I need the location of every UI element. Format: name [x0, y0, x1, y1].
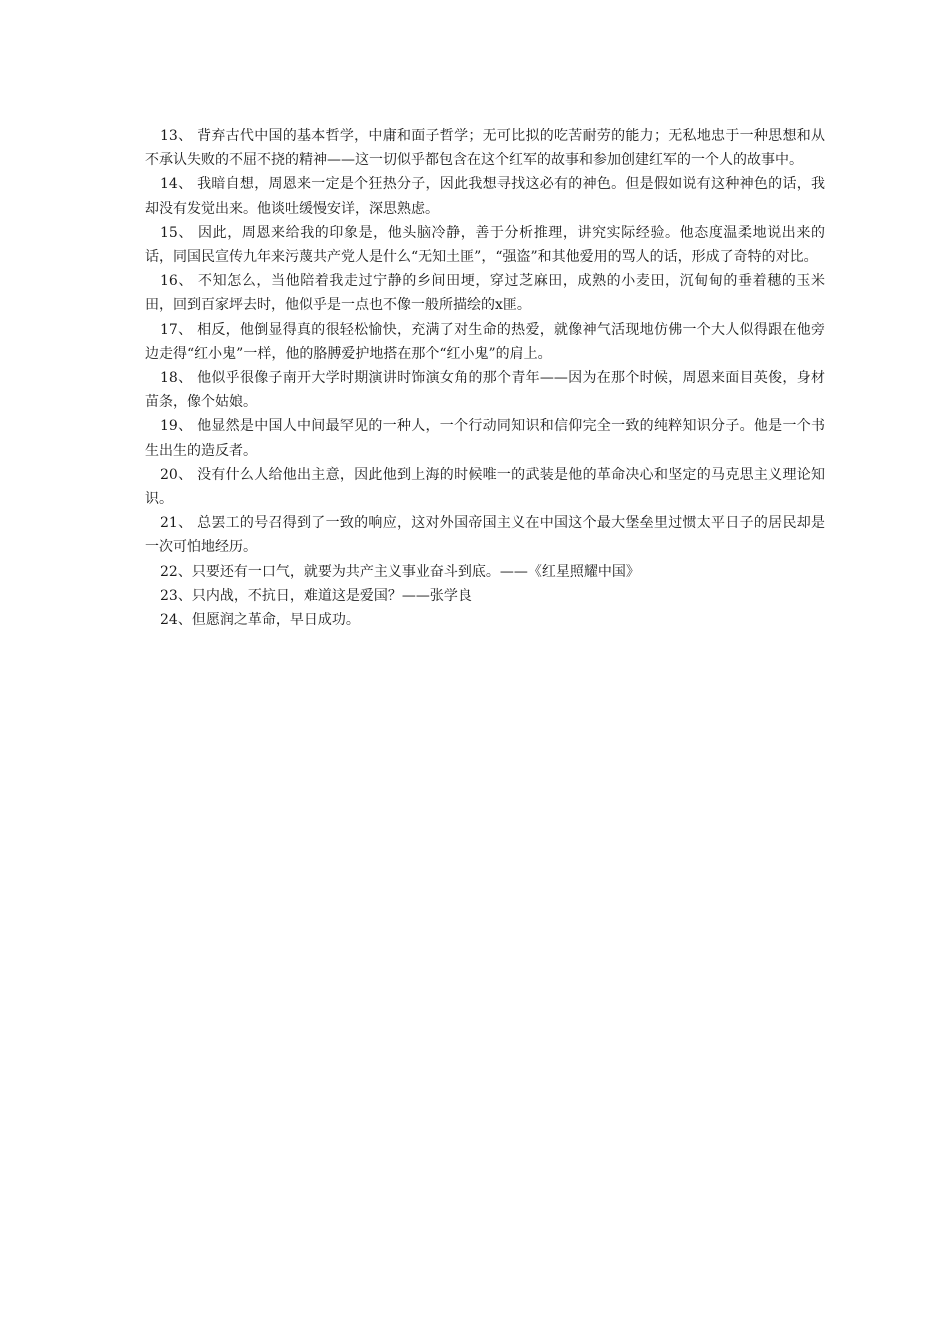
quote-paragraph-22: 22、只要还有一口气，就要为共产主义事业奋斗到底。——《红星照耀中国》 [160, 563, 640, 580]
quote-paragraph-18: 18、 他似乎很像子南开大学时期演讲时饰演女角的那个青年——因为在那个时候，周恩来面目英俊，身材苗条，像个姑娘。 [145, 370, 825, 411]
quote-paragraph-24: 24、但愿润之革命，早日成功。 [160, 612, 360, 629]
quote-paragraph-23: 23、只内战，不抗日，难道这是爱国？——张学良 [160, 587, 472, 604]
quote-paragraph-17: 17、 相反，他倒显得真的很轻松愉快，充满了对生命的热爱，就像神气活现地仿佛一个大人似得跟在他旁边走得“红小鬼”一样，他的胳膊爱护地搭在那个“红小鬼”的肩上。 [145, 321, 825, 362]
quote-paragraph-16: 16、 不知怎么，当他陪着我走过宁静的乡间田埂，穿过芝麻田，成熟的小麦田，沉甸甸的垂着穗的玉米田，回到百家坪去时，他似乎是一点也不像一般所描绘的x匪。 [145, 273, 825, 314]
quote-paragraph-15: 15、 因此，周恩来给我的印象是，他头脑冷静，善于分析推理，讲究实际经验。他态度温柔地说出来的话，同国民宣传九年来污蔑共产党人是什么“无知土匪”，“强盗”和其他爱用的骂人的话，形成了奇特的对比。 [145, 224, 825, 266]
quote-paragraph-19: 19、 他显然是中国人中间最罕见的一种人，一个行动同知识和信仰完全一致的纯粹知识分子。他是一个书生出生的造反者。 [145, 418, 825, 459]
quote-paragraph-20: 20、 没有什么人给他出主意，因此他到上海的时候唯一的武装是他的革命决心和坚定的马克思主义理论知识。 [145, 466, 825, 508]
quote-paragraph-13: 13、 背弃古代中国的基本哲学，中庸和面子哲学；无可比拟的吃苦耐劳的能力；无私地忠于一种思想和从不承认失败的不屈不挠的精神——这一切似乎都包含在这个红军的故事和参加创建红军的一个人的故事中。 [145, 128, 825, 169]
document-body [145, 124, 825, 632]
quote-paragraph-21: 21、 总罢工的号召得到了一致的响应，这对外国帝国主义在中国这个最大堡垒里过惯太平日子的居民却是一次可怕地经历。 [145, 515, 825, 556]
quote-paragraph-14: 14、 我暗自想，周恩来一定是个狂热分子，因此我想寻找这必有的神色。但是假如说有这种神色的话，我却没有发觉出来。他谈吐缓慢安详，深思熟虑。 [145, 176, 825, 217]
